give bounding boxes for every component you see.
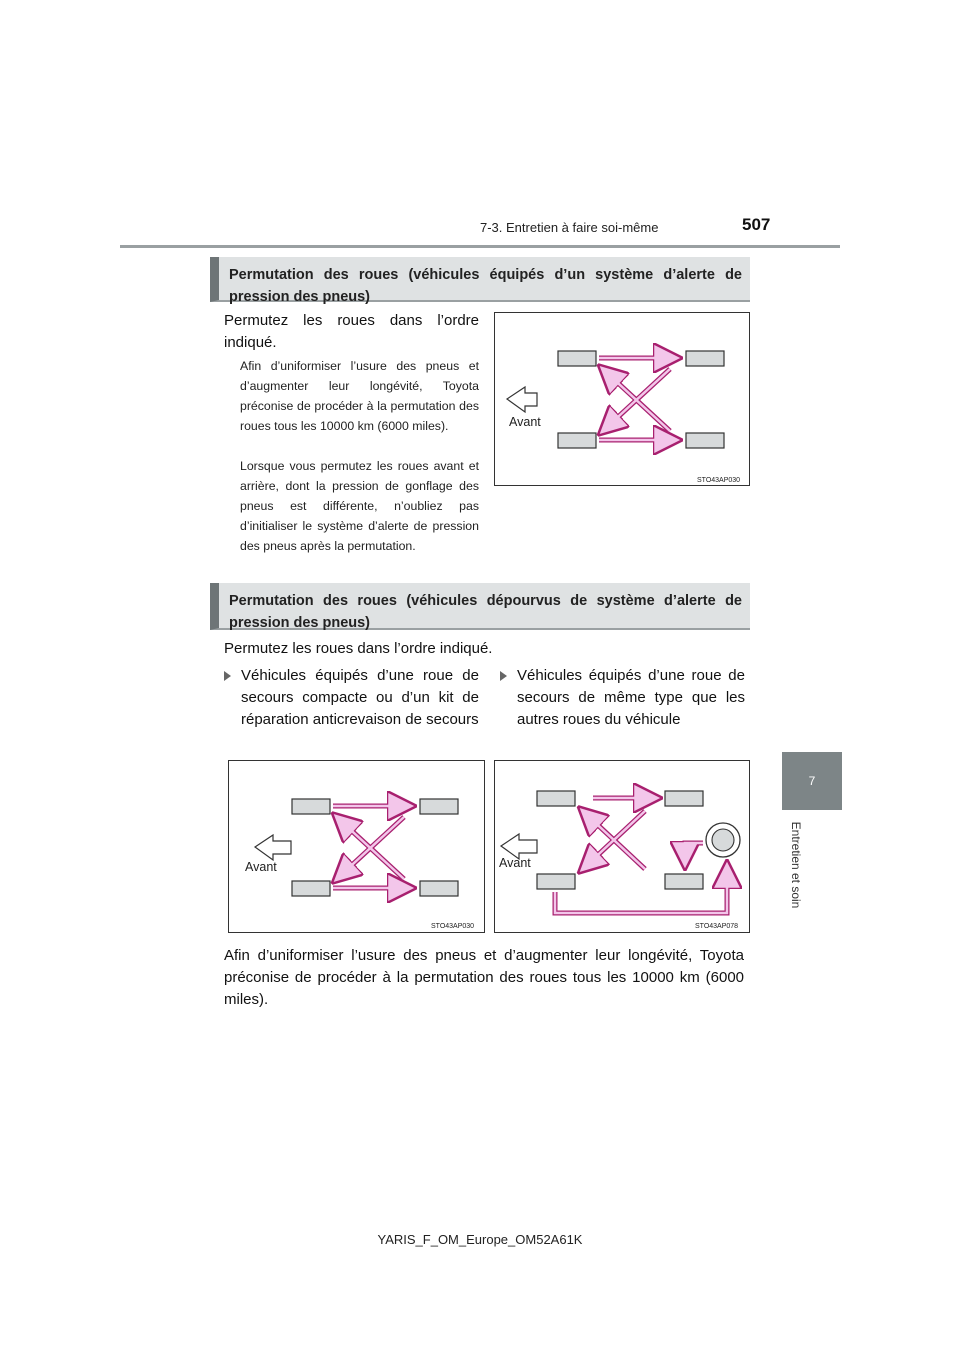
tire-front-left bbox=[558, 351, 596, 366]
front-direction-arrow-icon bbox=[255, 835, 291, 860]
bullet-full-size-spare bbox=[500, 665, 745, 731]
tire-rear-left bbox=[292, 881, 330, 896]
tire-front-right bbox=[686, 351, 724, 366]
tire-rear-left bbox=[558, 433, 596, 448]
front-direction-arrow-icon bbox=[507, 387, 537, 412]
section2-closing: Afin d’uniformiser l’usure des pneus et d’augmenter leur longévité, Toyota préconise de procéder à la permutation des roues tous les 10000 km (6000 miles). bbox=[224, 947, 744, 1008]
section-heading-tpws: Permutation des roues (véhicules équipés d’un système d’alerte de pression des pneus) bbox=[210, 257, 750, 302]
front-label: Avant bbox=[245, 860, 277, 874]
bullet-text: Véhicules équipés d’une roue de secours de même type que les autres roues du véhicule bbox=[517, 667, 745, 728]
tire-front-right bbox=[420, 799, 458, 814]
figure-code: STO43AP030 bbox=[431, 923, 475, 930]
tire-rear-left bbox=[537, 874, 575, 889]
spare-wheel-icon bbox=[706, 823, 740, 857]
tire-front-left bbox=[537, 791, 575, 806]
chapter-title: Entretien et soin bbox=[789, 821, 803, 909]
section1-intro: Permutez les roues dans l’ordre indiqué. bbox=[224, 312, 479, 351]
bullet-text: Véhicules équipés d’une roue de secours compacte ou d’un kit de réparation anticrevaison de secours bbox=[241, 667, 479, 728]
chapter-tab[interactable] bbox=[782, 752, 842, 810]
section1-note-initialize: Lorsque vous permutez les roues avant et arrière, dont la pression de gonflage des pneus est différente, n’oubliez pas d’initialiser le système d’alerte de pression des pneus après la permutation. bbox=[240, 459, 479, 553]
rotation-arrow-inner bbox=[555, 798, 727, 913]
tire-rear-right bbox=[420, 881, 458, 896]
header-divider bbox=[120, 245, 840, 248]
tire-rear-right bbox=[686, 433, 724, 448]
figure-code: STO43AP030 bbox=[697, 477, 741, 484]
front-label: Avant bbox=[499, 856, 531, 870]
front-label: Avant bbox=[509, 415, 541, 429]
tire-rear-right bbox=[665, 874, 703, 889]
chapter-number: 7 bbox=[808, 774, 816, 788]
chapter-side-label bbox=[784, 818, 808, 912]
bullet-triangle-icon bbox=[500, 671, 507, 681]
rotation-diagram-tpws bbox=[494, 312, 750, 486]
tire-front-left bbox=[292, 799, 330, 814]
rotation-diagram-full-spare bbox=[494, 760, 750, 933]
rotation-diagram-compact-spare bbox=[228, 760, 485, 933]
section-heading-no-tpws: Permutation des roues (véhicules dépourvus de système d’alerte de pression des pneus) bbox=[210, 583, 750, 630]
tire-front-right bbox=[665, 791, 703, 806]
figure-code: STO43AP078 bbox=[695, 923, 739, 930]
bullet-triangle-icon bbox=[224, 671, 231, 681]
page-number: 507 bbox=[742, 215, 771, 234]
document-footer: YARIS_F_OM_Europe_OM52A61K bbox=[377, 1232, 583, 1247]
section2-intro: Permutez les roues dans l’ordre indiqué. bbox=[224, 640, 493, 657]
bullet-compact-spare bbox=[224, 665, 479, 731]
section1-note-interval: Afin d’uniformiser l’usure des pneus et d’augmenter leur longévité, Toyota préconise de procéder à la permutation des roues tous les 10000 km (6000 miles). bbox=[240, 359, 479, 433]
section-breadcrumb: 7-3. Entretien à faire soi-même bbox=[480, 220, 659, 235]
